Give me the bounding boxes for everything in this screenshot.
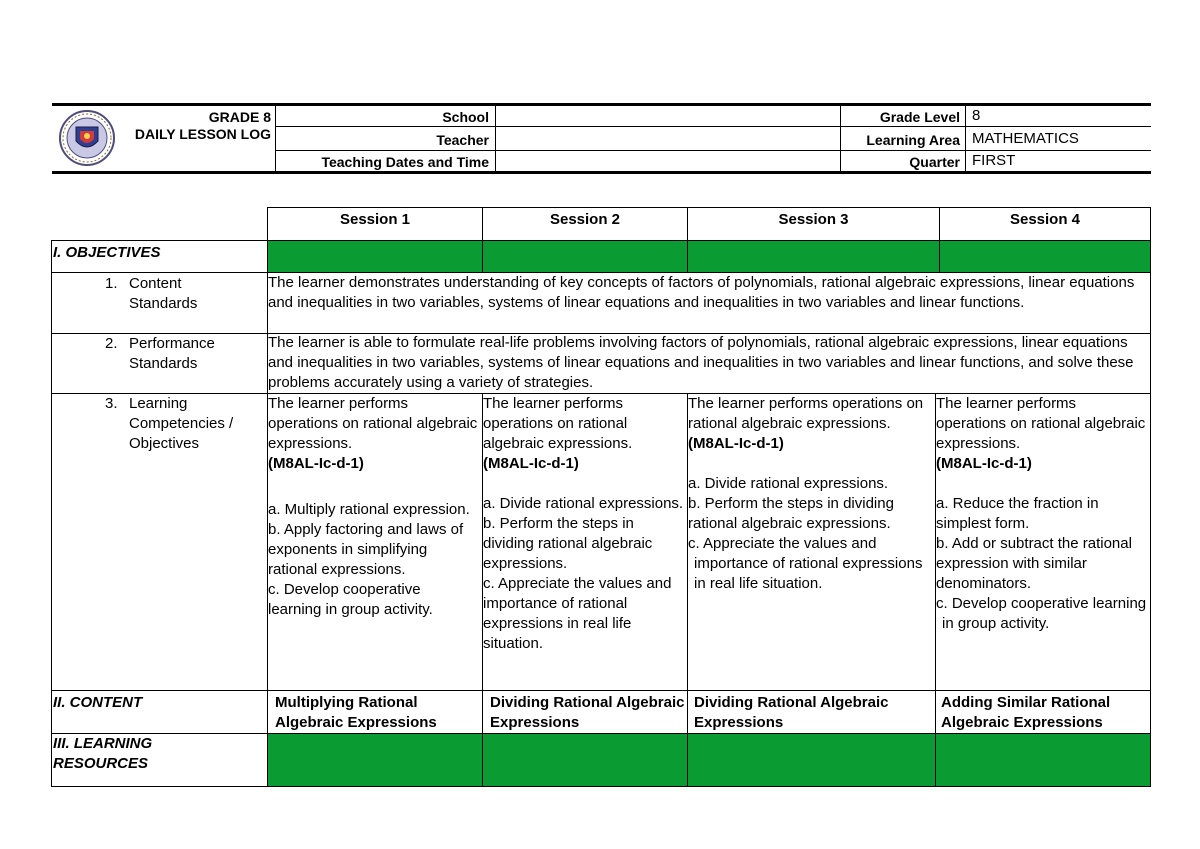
- school-label: School: [442, 109, 489, 125]
- grade-level-value: 8: [972, 107, 981, 124]
- competencies-label: Learning Competencies / Objectives: [129, 395, 234, 452]
- performance-standards-text: The learner is able to formulate real-life problems involving factors of polynomials, rational algebraic expressions, linear equations and inequalities in two variables, systems of linear equations and inequalities in two variables and linear functions, and solve these problems accurately using a variety of strategies.: [268, 334, 1134, 391]
- lesson-log-table: [51, 207, 1151, 787]
- resources-fill: [268, 734, 1150, 786]
- session-4-objective-a: a. Reduce the fraction in simplest form.: [936, 495, 1099, 532]
- content-standards-number: 1.: [105, 275, 118, 292]
- learning-area-label: Learning Area: [866, 132, 960, 148]
- teacher-field[interactable]: [500, 131, 835, 149]
- session-1-code: (M8AL-Ic-d-1): [268, 455, 364, 472]
- session-3-objective-a: a. Divide rational expressions.: [688, 475, 889, 492]
- dates-label: Teaching Dates and Time: [321, 154, 489, 170]
- deped-seal-icon: [58, 109, 116, 167]
- session-3-code: (M8AL-Ic-d-1): [688, 435, 784, 452]
- grade-title: GRADE 8: [208, 109, 271, 125]
- session-3-competencies: [688, 394, 934, 594]
- session-3-intro: The learner performs operations on rational algebraic expressions.: [688, 395, 924, 432]
- session-2-objective-a: a. Divide rational expressions.: [483, 495, 684, 512]
- session-1-objective-b: b. Apply factoring and laws of exponents in simplifying rational expressions.: [268, 521, 464, 578]
- session-4-objective-b: b. Add or subtract the rational expression with similar denominators.: [936, 535, 1132, 592]
- header-table: [52, 103, 1151, 174]
- session-4-code: (M8AL-Ic-d-1): [936, 455, 1032, 472]
- session-4-intro: The learner performs operations on rational algebraic expressions.: [936, 395, 1146, 452]
- teacher-label: Teacher: [436, 132, 489, 148]
- resources-heading: III. LEARNING RESOURCES: [53, 735, 153, 772]
- session-4-objective-c: c. Develop cooperative learning in group activity.: [936, 595, 1147, 632]
- content-standards-label: Content Standards: [129, 275, 198, 312]
- objectives-fill: [268, 241, 1150, 272]
- content-standards-text: The learner demonstrates understanding of key concepts of factors of polynomials, rational algebraic expressions, linear equations and inequalities in two variables, systems of linear equations and inequalities in two variables and linear functions.: [268, 274, 1135, 311]
- session-3-header: Session 3: [778, 211, 849, 228]
- session-2-header: Session 2: [549, 211, 621, 228]
- session-4-competencies: [936, 394, 1148, 634]
- session-1-content: Multiplying Rational Algebraic Expressions: [275, 694, 437, 731]
- session-4-content: Adding Similar Rational Algebraic Expressions: [941, 694, 1111, 731]
- content-heading: II. CONTENT: [53, 694, 143, 711]
- performance-standards-label: Performance Standards: [129, 335, 215, 372]
- session-2-intro: The learner performs operations on rational algebraic expressions.: [483, 395, 633, 452]
- session-1-header: Session 1: [339, 211, 411, 228]
- quarter-value: FIRST: [972, 152, 1016, 169]
- session-3-content: Dividing Rational Algebraic Expressions: [694, 694, 889, 731]
- grade-level-label: Grade Level: [879, 109, 960, 125]
- quarter-label: Quarter: [909, 154, 960, 170]
- dates-field[interactable]: [500, 153, 835, 171]
- session-1-competencies: [268, 394, 478, 620]
- session-3-objective-c: c. Appreciate the values and importance of rational expressions in real life situation.: [688, 535, 923, 592]
- session-2-content: Dividing Rational Algebraic Expressions: [490, 694, 685, 731]
- competencies-number: 3.: [105, 395, 118, 412]
- session-2-objective-c: c. Appreciate the values and importance of rational expressions in real life situation.: [483, 575, 672, 652]
- performance-standards-number: 2.: [105, 335, 118, 352]
- session-1-intro: The learner performs operations on rational algebraic expressions.: [268, 395, 478, 452]
- session-2-code: (M8AL-Ic-d-1): [483, 455, 579, 472]
- objectives-heading: I. OBJECTIVES: [53, 244, 161, 261]
- learning-area-value: MATHEMATICS: [972, 130, 1079, 147]
- school-field[interactable]: [500, 108, 835, 126]
- session-1-objective-a: a. Multiply rational expression.: [268, 501, 470, 518]
- session-2-objective-b: b. Perform the steps in dividing rational algebraic expressions.: [483, 515, 653, 572]
- session-4-header: Session 4: [1009, 211, 1081, 228]
- session-3-objective-b: b. Perform the steps in dividing rational algebraic expressions.: [688, 495, 894, 532]
- session-2-competencies: [483, 394, 685, 654]
- session-1-objective-c: c. Develop cooperative learning in group activity.: [268, 581, 433, 618]
- log-title: DAILY LESSON LOG: [134, 126, 271, 142]
